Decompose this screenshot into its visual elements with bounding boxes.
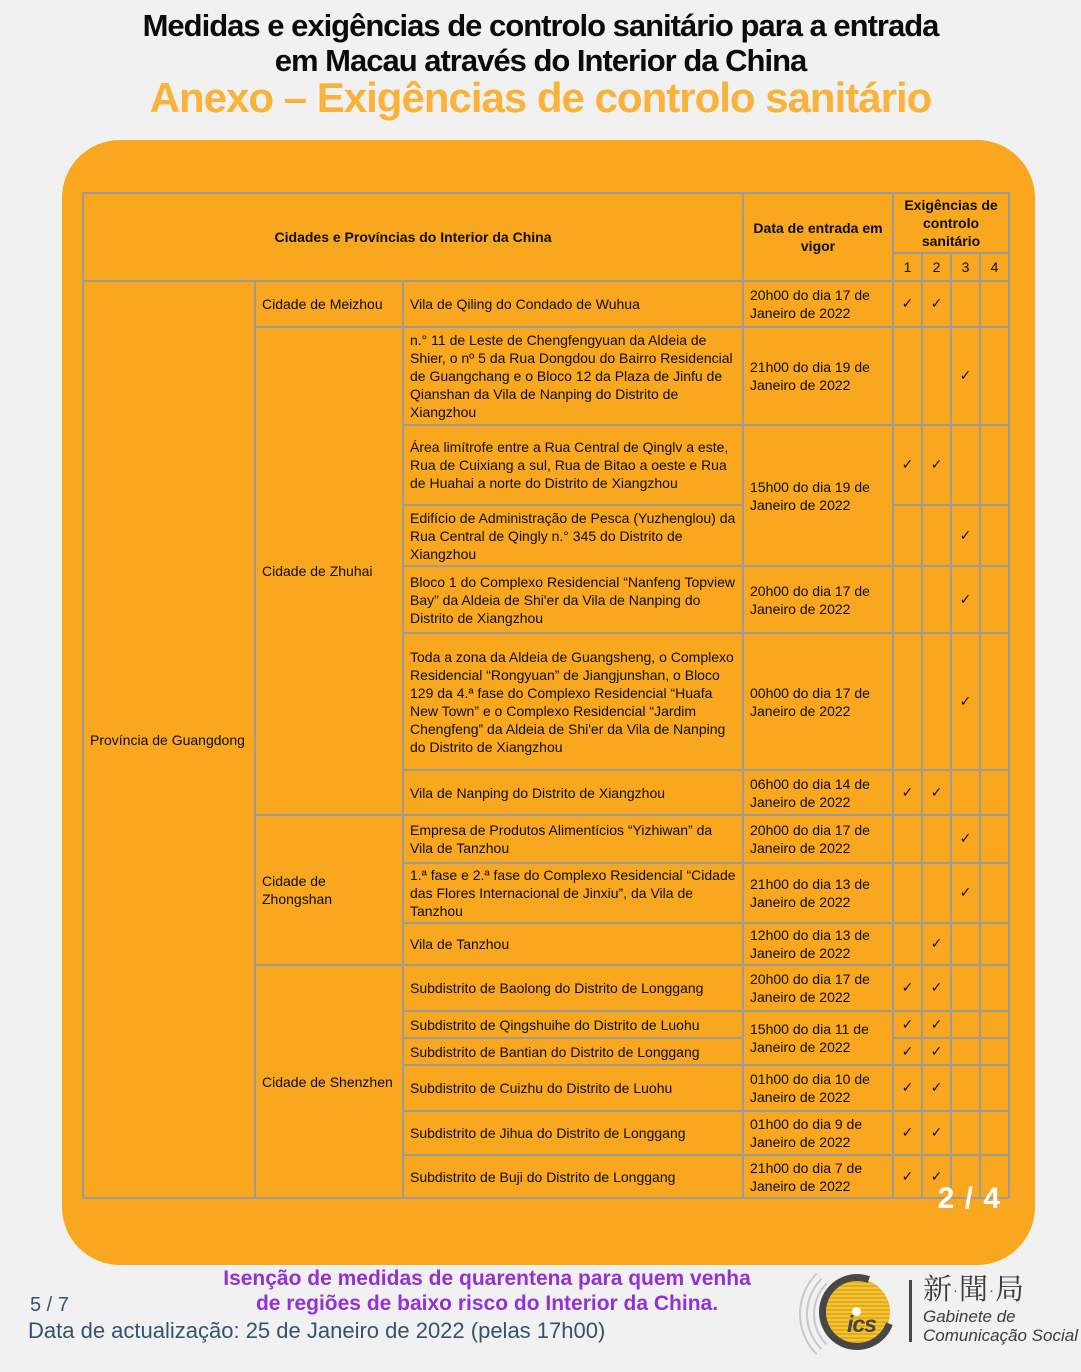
check-cell-4 (980, 1065, 1009, 1111)
check-cell-2 (922, 566, 951, 633)
table-row (83, 281, 1009, 327)
check-cell-4 (980, 1111, 1009, 1155)
locality-cell: Bloco 1 do Complexo Residencial “Nanfeng Topview Bay” da Aldeia de Shi'er da Vila de Nanping do Distrito de Xiangzhou (403, 566, 743, 633)
locality-cell: Subdistrito de Cuizhu do Distrito de Luohu (403, 1065, 743, 1111)
check-cell-2: ✓ (922, 923, 951, 965)
locality-cell: Área limítrofe entre a Rua Central de Qinglv a este, Rua de Cuixiang a sul, Rua de Bitao a oeste e Rua de Huahai a norte do Distrito de Xiangzhou (403, 425, 743, 505)
date-cell: 06h00 do dia 14 de Janeiro de 2022 (743, 770, 893, 815)
date-cell: 20h00 do dia 17 de Janeiro de 2022 (743, 815, 893, 863)
locality-cell: Vila de Qiling do Condado de Wuhua (403, 281, 743, 327)
check-cell-1: ✓ (893, 770, 922, 815)
locality-cell: Subdistrito de Baolong do Distrito de Longgang (403, 965, 743, 1011)
check-cell-2 (922, 505, 951, 566)
check-cell-2 (922, 815, 951, 863)
date-cell: 20h00 do dia 17 de Janeiro de 2022 (743, 566, 893, 633)
check-cell-1: ✓ (893, 1065, 922, 1111)
logo-cjk-title: 新·聞·局 (923, 1274, 1026, 1306)
date-cell: 21h00 do dia 7 de Janeiro de 2022 (743, 1155, 893, 1198)
page-title-line2: em Macau através do Interior da China (274, 43, 807, 78)
check-cell-2 (922, 863, 951, 923)
date-cell: 00h00 do dia 17 de Janeiro de 2022 (743, 633, 893, 770)
check-cell-1: ✓ (893, 425, 922, 505)
check-cell-4 (980, 1038, 1009, 1065)
check-cell-1: ✓ (893, 281, 922, 327)
header-req-4: 4 (980, 253, 1009, 281)
check-cell-3: ✓ (951, 566, 980, 633)
gcs-logo (795, 1274, 1078, 1348)
update-date: Data de actualização: 25 de Janeiro de 2022 (pelas 17h00) (28, 1318, 606, 1343)
check-cell-1 (893, 566, 922, 633)
check-cell-4 (980, 815, 1009, 863)
check-cell-4 (980, 965, 1009, 1011)
logo-subtitle-line1: Gabinete de (923, 1307, 1016, 1326)
check-cell-1 (893, 863, 922, 923)
check-cell-3: ✓ (951, 863, 980, 923)
header-entry-date: Data de entrada em vigor (743, 193, 893, 281)
logo-subtitle-line2: Comunicação Social (923, 1326, 1078, 1345)
check-cell-3 (951, 923, 980, 965)
date-cell: 15h00 do dia 19 de Janeiro de 2022 (743, 425, 893, 566)
check-cell-2: ✓ (922, 1111, 951, 1155)
date-cell: 12h00 do dia 13 de Janeiro de 2022 (743, 923, 893, 965)
check-cell-3 (951, 1038, 980, 1065)
logo-divider (909, 1280, 912, 1342)
page-title-line1: Medidas e exigências de controlo sanitário para a entrada (142, 8, 939, 43)
locality-cell: Vila de Tanzhou (403, 923, 743, 965)
check-cell-2: ✓ (922, 1011, 951, 1038)
city-cell: Cidade de Zhuhai (255, 327, 403, 815)
check-cell-2: ✓ (922, 1155, 951, 1198)
check-cell-1: ✓ (893, 1038, 922, 1065)
date-cell: 01h00 do dia 10 de Janeiro de 2022 (743, 1065, 893, 1111)
check-cell-4 (980, 327, 1009, 425)
check-cell-4 (980, 633, 1009, 770)
check-cell-2: ✓ (922, 1038, 951, 1065)
locality-cell: Toda a zona da Aldeia de Guangsheng, o Complexo Residencial “Rongyuan” de Jiangjunshan, o Bloco 129 da 4.ª fase do Complexo Residencial “Huafa New Town” e o Complexo Residencial “Jardim Chengfeng” da Aldeia de Shi'er da Vila de Nanping do Distrito de Xiangzhou (403, 633, 743, 770)
locality-cell: Subdistrito de Qingshuihe do Distrito de Luohu (403, 1011, 743, 1038)
check-cell-1: ✓ (893, 1155, 922, 1198)
header-req-2: 2 (922, 253, 951, 281)
check-cell-1 (893, 815, 922, 863)
check-cell-1 (893, 923, 922, 965)
check-cell-3: ✓ (951, 815, 980, 863)
locality-cell: Empresa de Produtos Alimentícios “Yizhiwan” da Vila de Tanzhou (403, 815, 743, 863)
city-cell: Cidade de Zhongshan (255, 815, 403, 965)
check-cell-3 (951, 770, 980, 815)
date-cell: 21h00 do dia 19 de Janeiro de 2022 (743, 327, 893, 425)
province-cell: Província de Guangdong (83, 281, 255, 1198)
check-cell-3: ✓ (951, 505, 980, 566)
requirements-table (82, 192, 1010, 1199)
check-cell-3 (951, 1111, 980, 1155)
locality-cell: Subdistrito de Jihua do Distrito de Longgang (403, 1111, 743, 1155)
header-requirements: Exigências de controlo sanitário (893, 193, 1009, 253)
header-req-1: 1 (893, 253, 922, 281)
locality-cell: n.° 11 de Leste de Chengfengyuan da Aldeia de Shier, o nº 5 da Rua Dongdou do Bairro Residencial de Guangchang e o Bloco 12 da Plaza de Jinfu de Qianshan da Vila de Nanping do Distrito de Xiangzhou (403, 327, 743, 425)
city-cell: Cidade de Shenzhen (255, 965, 403, 1198)
check-cell-2 (922, 327, 951, 425)
check-cell-4 (980, 281, 1009, 327)
check-cell-2: ✓ (922, 425, 951, 505)
header-req-3: 3 (951, 253, 980, 281)
check-cell-2: ✓ (922, 1065, 951, 1111)
locality-cell: Vila de Nanping do Distrito de Xiangzhou (403, 770, 743, 815)
note-line2: de regiões de baixo risco do Interior da China. (255, 1292, 719, 1315)
check-cell-4 (980, 770, 1009, 815)
locality-cell: Edifício de Administração de Pesca (Yuzhenglou) da Rua Central de Qingly n.° 345 do Distrito de Xiangzhou (403, 505, 743, 566)
check-cell-3: ✓ (951, 633, 980, 770)
date-cell: 20h00 do dia 17 de Janeiro de 2022 (743, 965, 893, 1011)
check-cell-4 (980, 863, 1009, 923)
footer-page-indicator: 5 / 7 (30, 1294, 69, 1316)
check-cell-1: ✓ (893, 1111, 922, 1155)
check-cell-4 (980, 566, 1009, 633)
date-cell: 15h00 do dia 11 de Janeiro de 2022 (743, 1011, 893, 1065)
check-cell-2: ✓ (922, 770, 951, 815)
orange-panel (62, 140, 1035, 1265)
check-cell-1 (893, 327, 922, 425)
page-title (0, 8, 1081, 78)
check-cell-4 (980, 923, 1009, 965)
check-cell-3 (951, 281, 980, 327)
check-cell-4 (980, 1011, 1009, 1038)
check-cell-2: ✓ (922, 965, 951, 1011)
date-cell: 20h00 do dia 17 de Janeiro de 2022 (743, 281, 893, 327)
check-cell-1 (893, 633, 922, 770)
check-cell-4 (980, 505, 1009, 566)
check-cell-1: ✓ (893, 1011, 922, 1038)
check-cell-3 (951, 965, 980, 1011)
check-cell-3: ✓ (951, 327, 980, 425)
note-line1: Isenção de medidas de quarentena para quem venha (223, 1267, 751, 1290)
date-cell: 21h00 do dia 13 de Janeiro de 2022 (743, 863, 893, 923)
locality-cell: Subdistrito de Buji do Distrito de Longgang (403, 1155, 743, 1198)
page-badge: 2 / 4 (937, 1182, 1001, 1215)
check-cell-4 (980, 425, 1009, 505)
logo-text (923, 1274, 1078, 1345)
locality-cell: Subdistrito de Bantian do Distrito de Longgang (403, 1038, 743, 1065)
check-cell-2: ✓ (922, 281, 951, 327)
check-cell-1: ✓ (893, 965, 922, 1011)
gcs-abbr: ics (847, 1311, 876, 1337)
locality-cell: 1.ª fase e 2.ª fase do Complexo Residencial “Cidade das Flores Internacional de Jinxiu”, da Vila de Tanzhou (403, 863, 743, 923)
city-cell: Cidade de Meizhou (255, 281, 403, 327)
date-cell: 01h00 do dia 9 de Janeiro de 2022 (743, 1111, 893, 1155)
check-cell-1 (893, 505, 922, 566)
check-cell-3 (951, 1065, 980, 1111)
check-cell-2 (922, 633, 951, 770)
header-cities-provinces: Cidades e Províncias do Interior da China (83, 193, 743, 281)
annex-subtitle: Anexo – Exigências de controlo sanitário (149, 74, 932, 121)
check-cell-3 (951, 1011, 980, 1038)
check-cell-3 (951, 425, 980, 505)
